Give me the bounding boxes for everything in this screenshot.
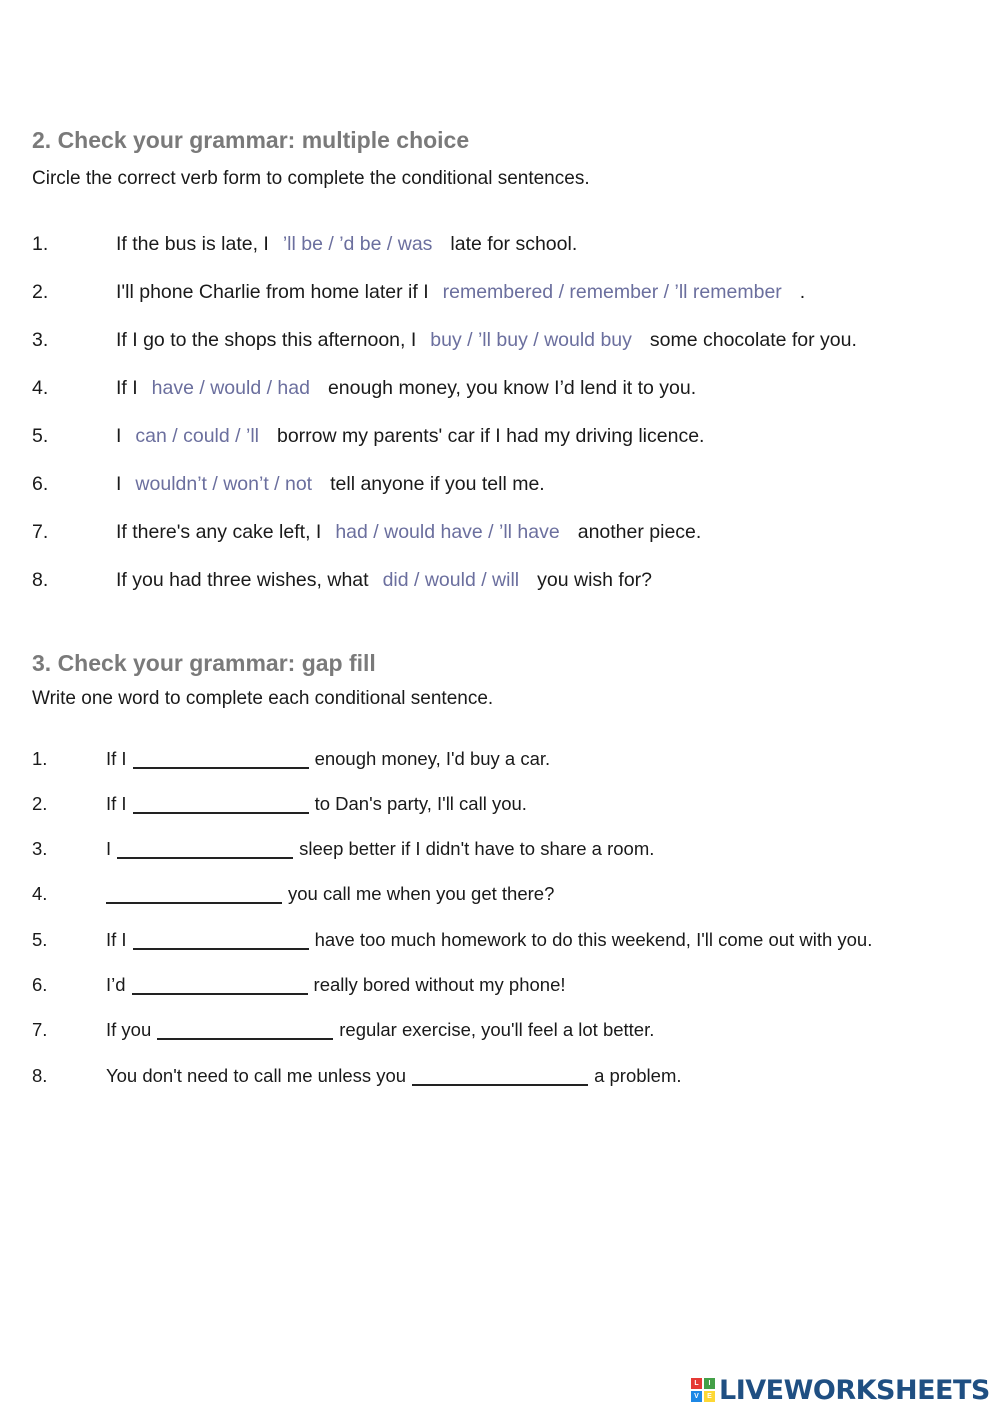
- answer-choices[interactable]: had / would have / ’ll have: [335, 521, 560, 543]
- logo-mark-icon: [691, 1378, 715, 1402]
- sentence-end: late for school.: [450, 233, 578, 255]
- sentence-start: If I: [116, 377, 138, 399]
- sentence-end: enough money, I'd buy a car.: [314, 748, 551, 769]
- question-number: 8.: [32, 569, 49, 591]
- sentence-end: have too much homework to do this weekend, I'll come out with you.: [314, 929, 873, 950]
- answer-choices[interactable]: did / would / will: [382, 569, 520, 591]
- logo-text: LIVEWORKSHEETS: [719, 1374, 990, 1406]
- sentence-start: If I: [106, 748, 127, 769]
- logo-letter: V: [691, 1391, 702, 1402]
- question-number: 6.: [32, 473, 49, 495]
- sentence-start: You don't need to call me unless you: [106, 1065, 407, 1086]
- section-2-instruction: Circle the correct verb form to complete the conditional sentences.: [32, 168, 590, 189]
- answer-choices[interactable]: buy / ’ll buy / would buy: [430, 329, 632, 351]
- sentence-start: I: [116, 425, 122, 447]
- sentence-end: really bored without my phone!: [313, 974, 566, 995]
- question-number: 7.: [32, 521, 49, 543]
- logo-letter: L: [691, 1378, 702, 1389]
- sentence-end: borrow my parents' car if I had my driving licence.: [276, 425, 705, 447]
- answer-choices[interactable]: wouldn’t / won’t / not: [135, 473, 313, 495]
- sentence-end: you wish for?: [537, 569, 653, 591]
- logo-letter: E: [704, 1391, 715, 1402]
- sentence-end: another piece.: [577, 521, 702, 543]
- answer-input[interactable]: [133, 928, 309, 950]
- answer-input[interactable]: [117, 837, 293, 859]
- question-number: 1.: [32, 233, 49, 255]
- question-number: 2.: [32, 793, 48, 814]
- sentence-end: regular exercise, you'll feel a lot better.: [339, 1019, 655, 1040]
- question-number: 1.: [32, 748, 48, 769]
- question-number: 2.: [32, 281, 49, 303]
- logo-letter: I: [704, 1378, 715, 1389]
- sentence-start: If there's any cake left, I: [116, 521, 322, 543]
- sentence-start: I: [116, 473, 122, 495]
- sentence-start: If you had three wishes, what: [116, 569, 369, 591]
- answer-choices[interactable]: have / would / had: [151, 377, 310, 399]
- sentence-start: If I go to the shops this afternoon, I: [116, 329, 417, 351]
- sentence-end: enough money, you know I’d lend it to you.: [327, 377, 697, 399]
- section-3-title: 3. Check your grammar: gap fill: [32, 650, 376, 676]
- sentence-start: I'll phone Charlie from home later if I: [116, 281, 429, 303]
- answer-input[interactable]: [133, 747, 309, 769]
- question-number: 6.: [32, 974, 48, 995]
- liveworksheets-logo: [691, 1373, 990, 1407]
- sentence-end: some chocolate for you.: [649, 329, 857, 351]
- answer-input[interactable]: [412, 1064, 588, 1086]
- sentence-start: If you: [106, 1019, 152, 1040]
- question-number: 5.: [32, 425, 49, 447]
- question-number: 3.: [32, 838, 48, 859]
- sentence-end: you call me when you get there?: [288, 883, 555, 904]
- question-number: 8.: [32, 1065, 48, 1086]
- question-number: 7.: [32, 1019, 48, 1040]
- answer-input[interactable]: [106, 882, 282, 904]
- answer-choices[interactable]: can / could / ’ll: [135, 425, 259, 447]
- question-number: 4.: [32, 883, 48, 904]
- question-number: 3.: [32, 329, 49, 351]
- section-3-instruction: Write one word to complete each conditional sentence.: [32, 688, 494, 709]
- question-number: 5.: [32, 929, 48, 950]
- answer-choices[interactable]: ’ll be / ’d be / was: [282, 233, 433, 255]
- question-number: 4.: [32, 377, 49, 399]
- sentence-start: If I: [106, 793, 127, 814]
- answer-input[interactable]: [133, 792, 309, 814]
- answer-input[interactable]: [132, 973, 308, 995]
- sentence-end: a problem.: [594, 1065, 682, 1086]
- sentence-end: sleep better if I didn't have to share a room.: [299, 838, 655, 859]
- sentence-end: .: [799, 281, 806, 303]
- sentence-start: If I: [106, 929, 127, 950]
- sentence-start: I’d: [106, 974, 126, 995]
- sentence-end: tell anyone if you tell me.: [330, 473, 545, 495]
- sentence-start: I: [106, 838, 112, 859]
- section-2-title: 2. Check your grammar: multiple choice: [32, 127, 470, 153]
- answer-input[interactable]: [157, 1018, 333, 1040]
- answer-choices[interactable]: remembered / remember / ’ll remember: [442, 281, 782, 303]
- sentence-start: If the bus is late, I: [116, 233, 269, 255]
- sentence-end: to Dan's party, I'll call you.: [314, 793, 527, 814]
